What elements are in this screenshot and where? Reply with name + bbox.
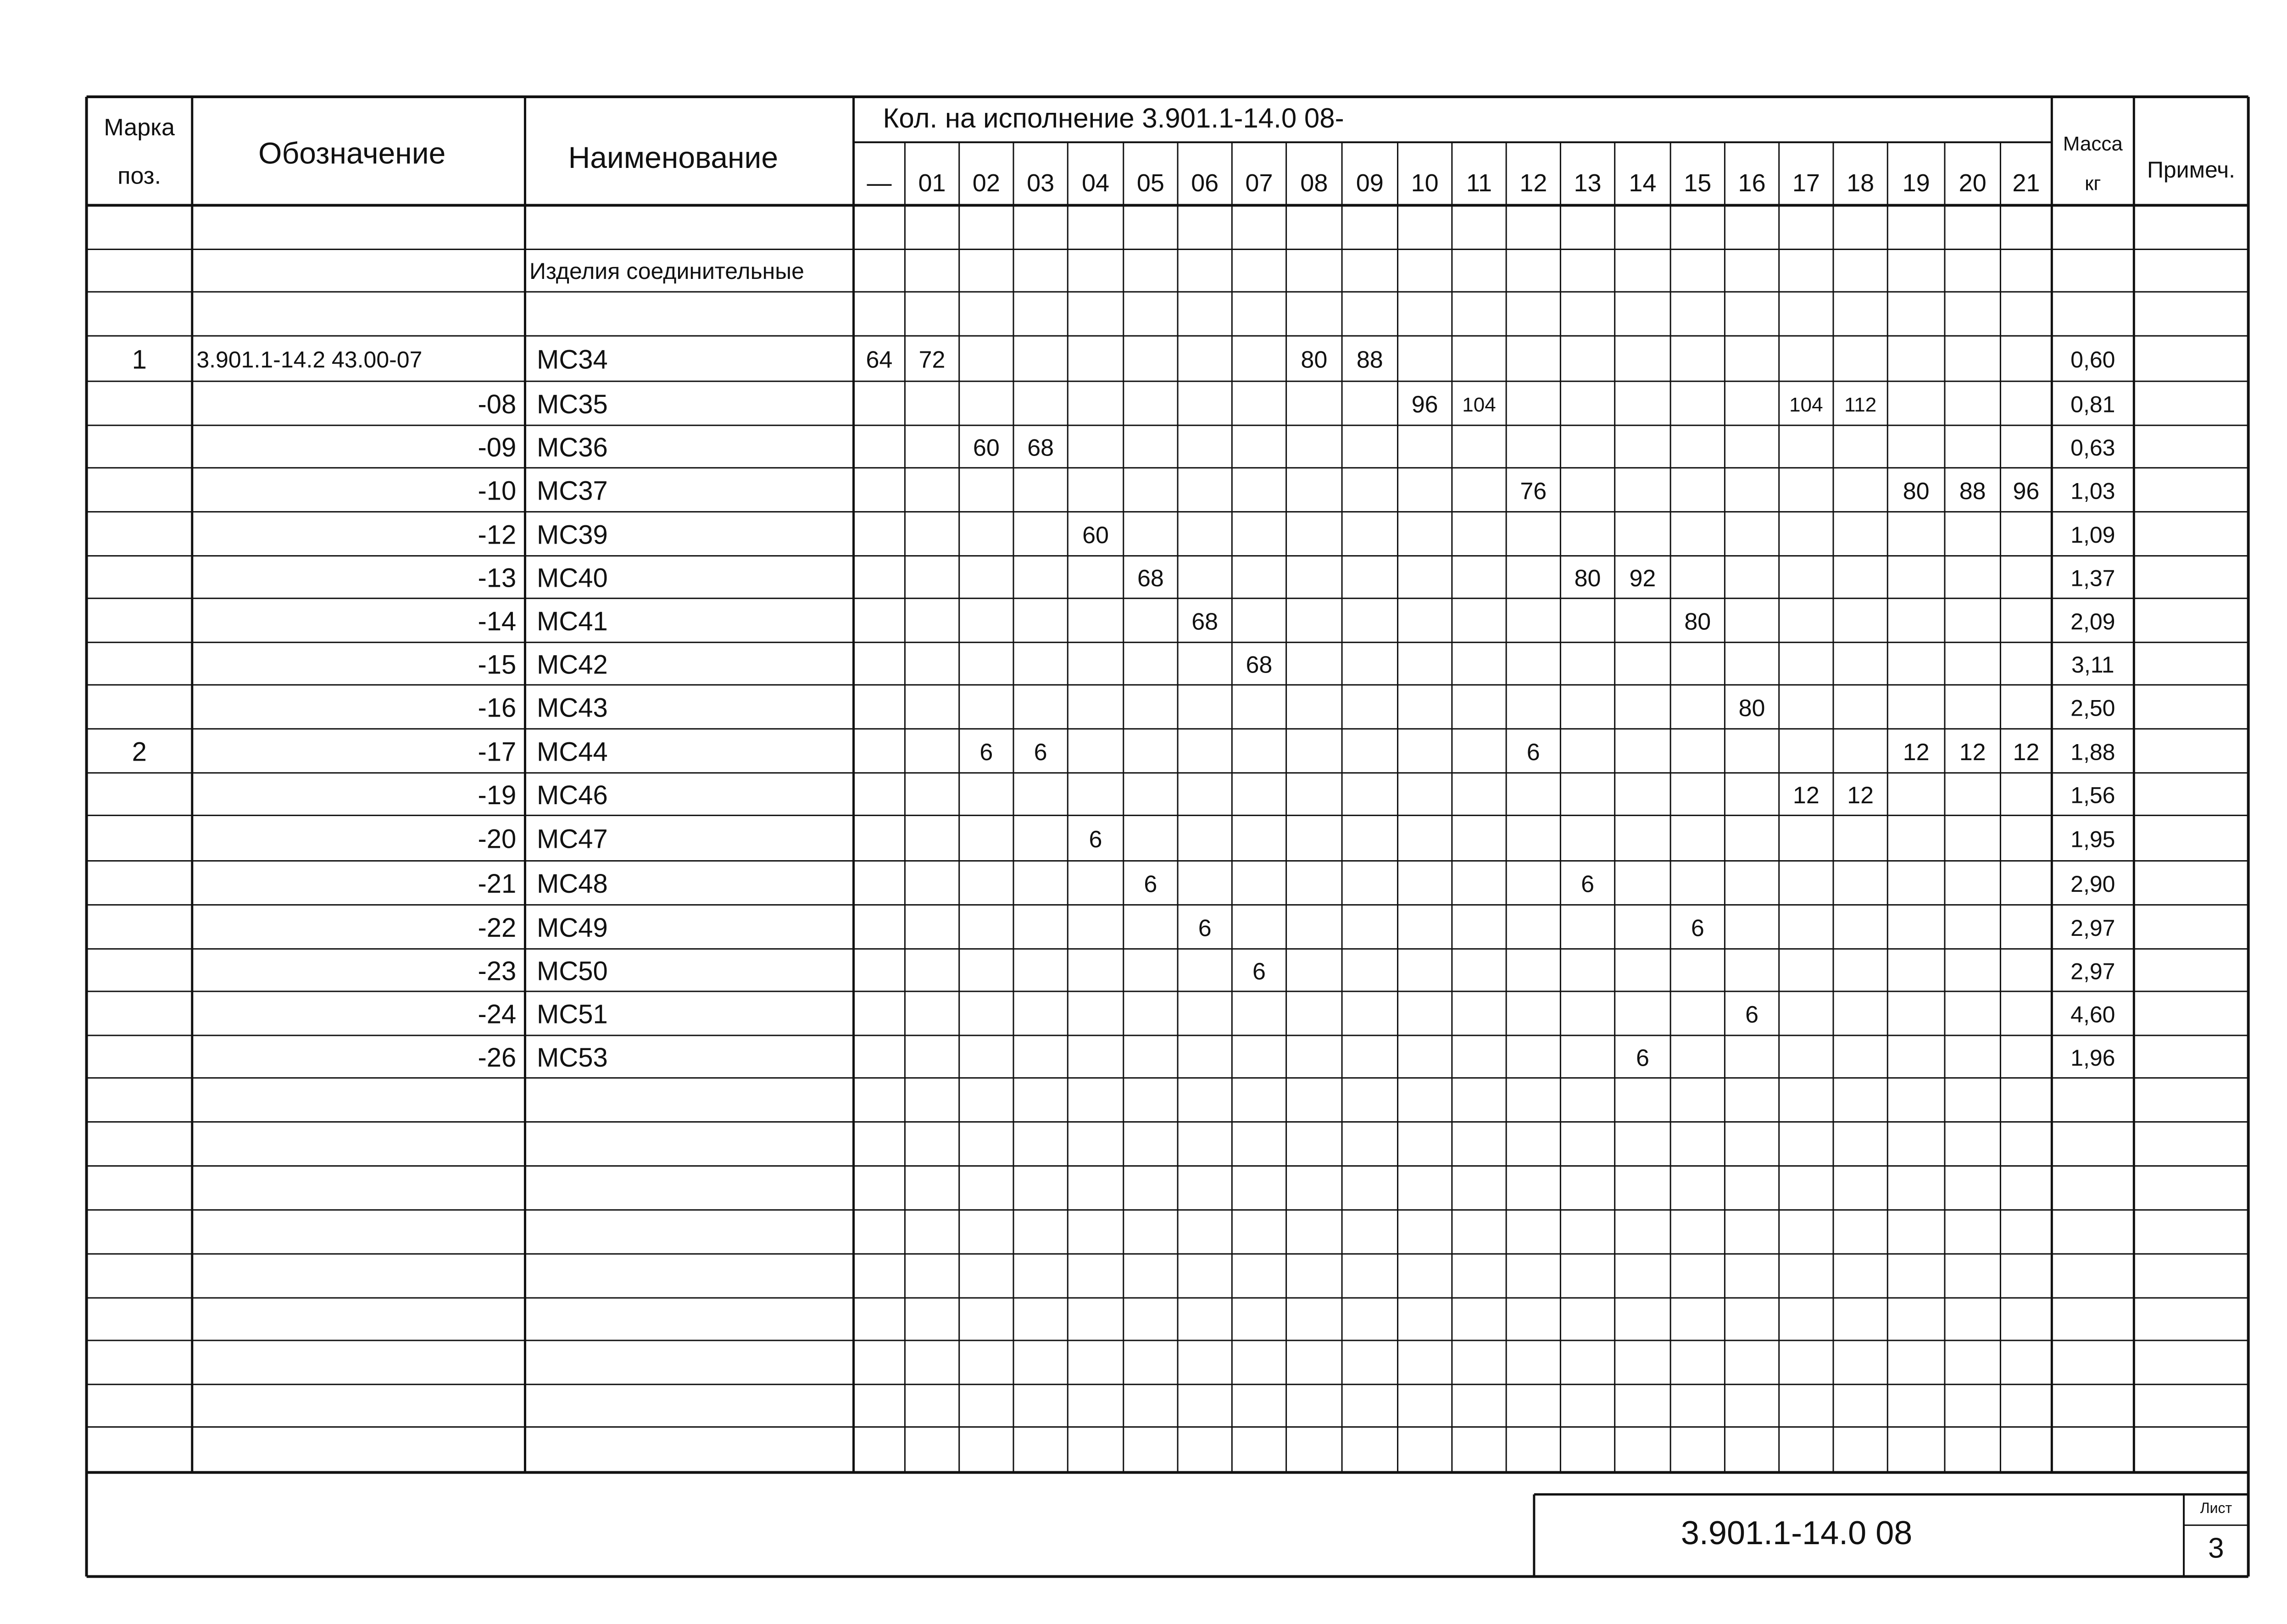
row-quantity: 6: [1581, 871, 1594, 898]
row-designation: -23: [478, 956, 517, 986]
row-quantity: 6: [1089, 826, 1102, 853]
row-quantity: 6: [1198, 915, 1212, 942]
row-name: МС36: [537, 433, 608, 463]
row-designation: -10: [478, 476, 517, 506]
row-designation: -09: [478, 433, 517, 463]
row-quantity: 6: [1034, 739, 1047, 766]
row-name: МС43: [537, 693, 608, 723]
row-quantity: 68: [1027, 434, 1054, 462]
header-mark: Марка: [104, 114, 175, 141]
row-quantity: 92: [1629, 565, 1656, 592]
row-designation: -16: [478, 693, 517, 723]
row-name: МС34: [537, 345, 608, 375]
row-quantity: 68: [1191, 608, 1219, 635]
row-designation: -26: [478, 1043, 517, 1073]
row-quantity: 68: [1137, 565, 1164, 592]
variant-col-label: 02: [972, 169, 1000, 197]
row-mass: 3,11: [2071, 652, 2115, 678]
row-quantity: 12: [1792, 782, 1820, 809]
row-quantity: 80: [1738, 695, 1765, 722]
row-quantity: 68: [1246, 651, 1273, 679]
row-quantity: 6: [1252, 958, 1266, 985]
variant-col-label: 15: [1684, 169, 1712, 197]
row-quantity: 96: [2013, 478, 2040, 505]
row-mass: 2,50: [2070, 695, 2115, 721]
row-designation: -14: [478, 606, 517, 636]
row-name: МС35: [537, 389, 608, 419]
row-mass: 1,03: [2070, 478, 2115, 504]
variant-col-label: 17: [1792, 169, 1820, 197]
variant-col-label: 09: [1356, 169, 1384, 197]
variant-col-label: 05: [1136, 169, 1164, 197]
variant-col-label: 11: [1466, 169, 1492, 197]
row-name: МС50: [537, 956, 608, 986]
row-name: МС47: [537, 824, 608, 854]
row-quantity: 80: [1301, 346, 1328, 373]
variant-col-label: 01: [918, 169, 946, 197]
row-mark: 2: [132, 737, 147, 767]
variant-col-label: 06: [1191, 169, 1219, 197]
row-quantity: 12: [1847, 782, 1874, 809]
variant-col-label: 21: [2012, 169, 2040, 197]
header-mark-2: поз.: [117, 162, 161, 189]
row-designation: -24: [478, 999, 517, 1029]
variant-col-label: 20: [1959, 169, 1987, 197]
sheet-number: 3: [2208, 1532, 2224, 1564]
header-notes: Примеч.: [2147, 157, 2236, 183]
section-heading: Изделия соединительные: [529, 258, 804, 284]
header-designation: Обозначение: [258, 136, 446, 170]
row-quantity: 6: [1636, 1045, 1649, 1072]
row-mark: 1: [132, 345, 147, 375]
row-quantity: 6: [979, 739, 993, 766]
row-quantity: 60: [973, 434, 1000, 462]
row-mass: 1,56: [2070, 782, 2115, 808]
variant-col-label: 03: [1027, 169, 1055, 197]
row-quantity: 12: [1903, 739, 1930, 766]
row-mass: 2,90: [2070, 871, 2115, 897]
row-mass: 4,60: [2070, 1001, 2115, 1028]
row-quantity: 104: [1462, 394, 1496, 417]
row-mass: 0,81: [2070, 391, 2115, 417]
header-name: Наименование: [568, 140, 779, 174]
row-quantity: 6: [1745, 1001, 1759, 1029]
row-designation: -20: [478, 824, 517, 854]
row-designation: -12: [478, 520, 517, 550]
row-quantity: 6: [1691, 915, 1704, 942]
row-mass: 2,09: [2070, 608, 2115, 634]
variant-col-label: —: [867, 169, 892, 197]
row-quantity: 88: [1356, 346, 1383, 373]
row-name: МС51: [537, 999, 608, 1029]
variant-col-label: 12: [1519, 169, 1547, 197]
row-name: МС39: [537, 520, 608, 550]
row-name: МС42: [537, 650, 608, 680]
row-designation: -19: [478, 780, 517, 810]
row-designation: -17: [478, 737, 517, 767]
row-quantity: 104: [1789, 394, 1823, 417]
row-name: МС53: [537, 1043, 608, 1073]
row-designation: 3.901.1-14.2 43.00-07: [196, 347, 423, 373]
variant-col-label: 18: [1847, 169, 1875, 197]
row-name: МС48: [537, 869, 608, 899]
row-quantity: 12: [1959, 739, 1986, 766]
row-quantity: 64: [866, 346, 893, 373]
row-name: МС46: [537, 780, 608, 810]
row-quantity: 76: [1520, 478, 1547, 505]
row-quantity: 72: [918, 346, 946, 373]
variant-col-label: 13: [1574, 169, 1602, 197]
row-name: МС49: [537, 913, 608, 943]
row-designation: -15: [478, 650, 517, 680]
row-quantity: 12: [2013, 739, 2040, 766]
header-mass: Масса: [2063, 133, 2123, 156]
row-quantity: 80: [1684, 608, 1711, 635]
row-quantity: 6: [1144, 871, 1157, 898]
row-mass: 1,95: [2070, 826, 2115, 852]
row-mass: 1,09: [2070, 522, 2115, 548]
sheet-label: Лист: [2200, 1499, 2232, 1516]
variant-col-label: 10: [1411, 169, 1439, 197]
row-quantity: 60: [1082, 522, 1109, 549]
variant-col-label: 07: [1245, 169, 1273, 197]
row-mass: 0,63: [2070, 435, 2115, 461]
row-quantity: 80: [1903, 478, 1930, 505]
row-name: МС40: [537, 563, 608, 593]
row-mass: 2,97: [2070, 915, 2115, 941]
row-designation: -22: [478, 913, 517, 943]
row-mass: 1,37: [2070, 565, 2115, 591]
row-designation: -13: [478, 563, 517, 593]
row-quantity: 6: [1526, 739, 1540, 766]
row-name: МС44: [537, 737, 608, 767]
header-mass-unit: кг: [2085, 172, 2101, 195]
row-designation: -08: [478, 389, 517, 419]
variant-col-label: 14: [1629, 169, 1657, 197]
document-code: 3.901.1-14.0 08: [1680, 1515, 1913, 1552]
variant-col-label: 04: [1081, 169, 1110, 197]
row-name: МС41: [537, 606, 608, 636]
variant-col-label: 19: [1902, 169, 1930, 197]
row-mass: 2,97: [2070, 958, 2115, 984]
row-quantity: 88: [1959, 478, 1986, 505]
variant-col-label: 08: [1300, 169, 1328, 197]
row-quantity: 96: [1411, 391, 1438, 418]
row-mass: 0,60: [2070, 347, 2115, 373]
row-designation: -21: [478, 869, 517, 899]
variant-col-label: 16: [1738, 169, 1766, 197]
row-quantity: 80: [1574, 565, 1601, 592]
row-mass: 1,96: [2070, 1045, 2115, 1071]
header-quantity-title: Кол. на исполнение 3.901.1-14.0 08-: [883, 102, 1344, 133]
row-name: МС37: [537, 476, 608, 506]
row-mass: 1,88: [2070, 739, 2115, 765]
row-quantity: 112: [1844, 394, 1877, 417]
